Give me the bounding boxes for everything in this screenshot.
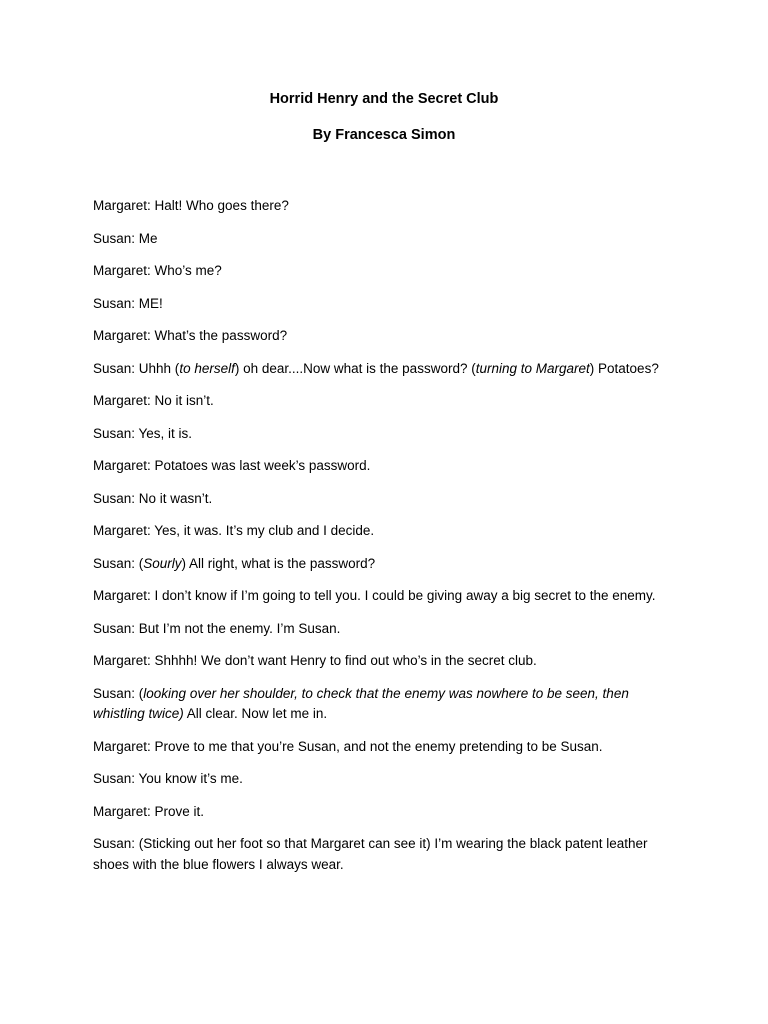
dialogue-text: Margaret: Potatoes was last week’s password. xyxy=(93,458,371,473)
dialogue-line xyxy=(93,489,663,510)
stage-direction: to herself xyxy=(179,360,235,376)
dialogue-line xyxy=(93,651,663,672)
dialogue-text: Margaret: What’s the password? xyxy=(93,328,288,343)
dialogue-line xyxy=(93,737,663,758)
dialogue-text: Margaret: No it isn’t. xyxy=(93,393,214,408)
dialogue-text: Susan: ( xyxy=(93,555,144,571)
dialogue-line xyxy=(93,261,663,282)
dialogue-line xyxy=(93,294,663,315)
stage-direction: Sourly xyxy=(143,555,182,571)
document-title: Horrid Henry and the Secret Club xyxy=(269,91,499,107)
dialogue-text: Margaret: Shhhh! We don’t want Henry to find out who’s in the secret club. xyxy=(93,653,537,668)
dialogue-text: Susan: No it wasn’t. xyxy=(93,490,213,506)
dialogue-text: Susan: (Sticking out her foot so that Margaret can see it) I’m wearing the black patent leather shoes with the blue flowers I always wear. xyxy=(93,836,648,872)
dialogue-text: Susan: Yes, it is. xyxy=(93,425,193,441)
dialogue-text: Margaret: I don’t know if I’m going to tell you. I could be giving away a big secret to the enemy. xyxy=(93,588,656,603)
dialogue-text: Susan: Uhhh ( xyxy=(93,360,180,376)
dialogue-text: Margaret: Yes, it was. It’s my club and I decide. xyxy=(93,523,375,538)
dialogue-line xyxy=(93,834,663,875)
dialogue-line xyxy=(93,326,663,347)
dialogue-text: Susan: ME! xyxy=(93,295,163,311)
dialogue-line xyxy=(93,586,663,607)
dialogue-text: ) All right, what is the password? xyxy=(181,555,376,571)
dialogue-line xyxy=(93,359,663,380)
dialogue-line xyxy=(93,391,663,412)
dialogue-text: Margaret: Halt! Who goes there? xyxy=(93,198,289,213)
dialogue-line xyxy=(93,456,663,477)
dialogue-text: All clear. Now let me in. xyxy=(183,706,328,721)
dialogue-line xyxy=(93,521,663,542)
dialogue-text: Susan: You know it’s me. xyxy=(93,771,243,786)
dialogue-line xyxy=(93,619,663,640)
dialogue-line xyxy=(93,769,663,790)
document-author: By Francesca Simon xyxy=(312,127,456,143)
dialogue-text: Margaret: Who’s me? xyxy=(93,263,222,278)
dialogue-text: Susan: ( xyxy=(93,685,144,701)
stage-direction: turning to Margaret xyxy=(475,360,590,376)
dialogue-line xyxy=(93,229,663,250)
dialogue-text: Susan: But I’m not the enemy. I’m Susan. xyxy=(93,620,341,636)
dialogue-text: ) Potatoes? xyxy=(589,360,659,376)
dialogue-text: Margaret: Prove to me that you’re Susan, and not the enemy pretending to be Susan. xyxy=(93,738,603,754)
dialogue-line xyxy=(93,554,663,575)
dialogue-line xyxy=(93,802,663,823)
dialogue-text: ) oh dear....Now what is the password? ( xyxy=(234,360,476,376)
dialogue-line xyxy=(93,196,663,217)
dialogue-list xyxy=(93,196,663,887)
dialogue-text: Margaret: Prove it. xyxy=(93,803,205,819)
dialogue-text: Susan: Me xyxy=(93,230,158,246)
dialogue-line xyxy=(93,684,663,725)
dialogue-line xyxy=(93,424,663,445)
stage-direction: looking over her shoulder, to check that the enemy was nowhere to be seen, then whistling twice) xyxy=(93,685,629,721)
